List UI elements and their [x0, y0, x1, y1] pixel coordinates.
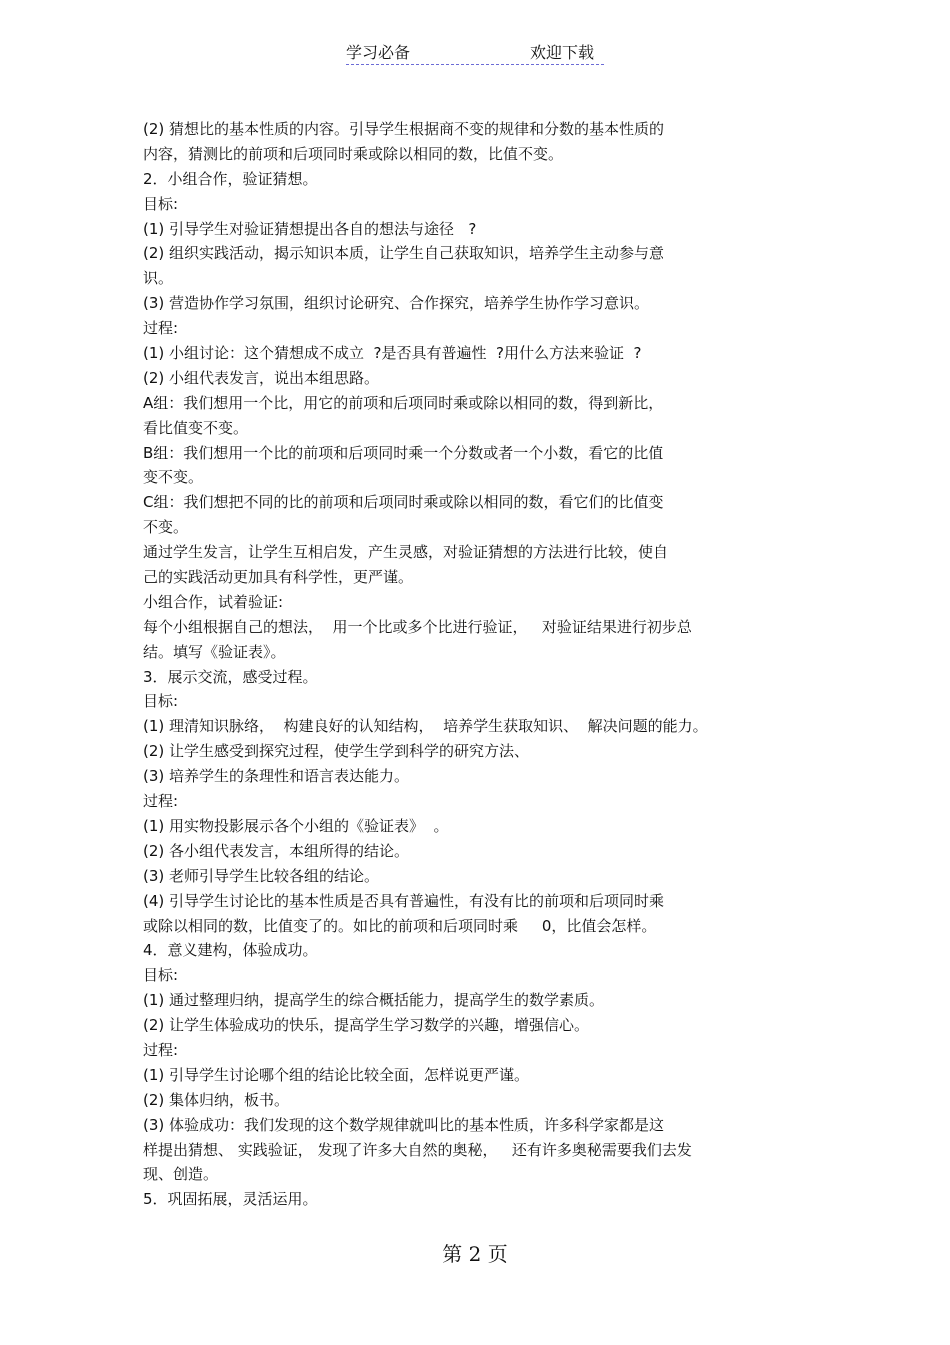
subsection-label: 过程:: [143, 1040, 179, 1059]
text-line: 样提出猜想、 实践验证， 发现了许多大自然的奥秘， 还有许多奥秘需要我们去发: [143, 1140, 692, 1159]
text-line: 内容，猜测比的前项和后项同时乘或除以相同的数，比值不变。: [143, 144, 564, 163]
section-heading: 5．巩固拓展，灵活运用。: [143, 1190, 318, 1209]
text-line: 己的实践活动更加具有科学性，更严谨。: [143, 568, 414, 587]
subsection-label: 过程:: [143, 792, 179, 811]
page-number: 第 2 页: [442, 1242, 508, 1266]
text-line: (3) 培养学生的条理性和语言表达能力。: [143, 767, 410, 786]
text-line: (1) 小组讨论：这个猜想成不成立 ?是否具有普遍性 ?用什么方法来验证 ?: [143, 344, 642, 363]
section-heading: 2．小组合作，验证猜想。: [143, 169, 318, 188]
text-line: 或除以相同的数，比值变了的。如比的前项和后项同时乘 0，比值会怎样。: [143, 916, 657, 935]
text-line: (1) 通过整理归纳，提高学生的综合概括能力，提高学生的数学素质。: [143, 991, 605, 1010]
text-line: (1) 用实物投影展示各个小组的《验证表》 。: [143, 816, 449, 835]
text-line: 每个小组根据自己的想法， 用一个比或多个比进行验证， 对验证结果进行初步总: [143, 617, 692, 636]
subsection-label: 过程:: [143, 319, 179, 338]
document-body: [143, 117, 823, 1212]
text-line: (2) 让学生体验成功的快乐，提高学生学习数学的兴趣，增强信心。: [143, 1016, 590, 1035]
text-line: (1) 引导学生对验证猜想提出各自的想法与途径 ?: [143, 219, 477, 238]
text-line: 现、创造。: [143, 1165, 219, 1184]
page-header: [346, 42, 604, 65]
subsection-label: 目标:: [143, 966, 179, 985]
text-line: (2) 组织实践活动，揭示知识本质，让学生自己获取知识，培养学生主动参与意: [143, 244, 665, 263]
text-line: (1) 引导学生讨论哪个组的结论比较全面，怎样说更严谨。: [143, 1065, 530, 1084]
text-line: (1) 理清知识脉络， 构建良好的认知结构， 培养学生获取知识、 解决问题的能力。: [143, 717, 708, 736]
text-line: B组：我们想用一个比的前项和后项同时乘一个分数或者一个小数，看它的比值: [143, 443, 664, 462]
text-line: (2) 各小组代表发言，本组所得的结论。: [143, 841, 410, 860]
text-line: A组：我们想用一个比，用它的前项和后项同时乘或除以相同的数，得到新比，: [143, 393, 664, 412]
section-heading: 3．展示交流，感受过程。: [143, 667, 318, 686]
text-line: 小组合作，试着验证:: [143, 592, 284, 611]
text-line: (2) 让学生感受到探究过程，使学生学到科学的研究方法、: [143, 742, 530, 761]
text-line: (3) 老师引导学生比较各组的结论。: [143, 866, 380, 885]
subsection-label: 目标:: [143, 692, 179, 711]
text-line: 看比值变不变。: [143, 418, 249, 437]
text-line: (2) 集体归纳，板书。: [143, 1090, 290, 1109]
text-line: 结。填写《验证表》。: [143, 642, 286, 661]
text-line: 变不变。: [143, 468, 204, 487]
text-line: C组：我们想把不同的比的前项和后项同时乘或除以相同的数，看它们的比值变: [143, 493, 664, 512]
text-line: (2) 小组代表发言，说出本组思路。: [143, 368, 380, 387]
text-line: (4) 引导学生讨论比的基本性质是否具有普遍性，有没有比的前项和后项同时乘: [143, 891, 665, 910]
section-heading: 4．意义建构，体验成功。: [143, 941, 318, 960]
text-line: (2) 猜想比的基本性质的内容。引导学生根据商不变的规律和分数的基本性质的: [143, 120, 665, 138]
text-line: 通过学生发言，让学生互相启发，产生灵感，对验证猜想的方法进行比较，使自: [143, 543, 669, 562]
header-left-text: 学习必备: [346, 43, 411, 62]
text-line: 不变。: [143, 518, 189, 537]
text-line: (3) 体验成功：我们发现的这个数学规律就叫比的基本性质，许多科学家都是这: [143, 1115, 665, 1134]
header-right-text: 欢迎下载: [530, 43, 595, 62]
text-line: (3) 营造协作学习氛围，组织讨论研究、合作探究，培养学生协作学习意识。: [143, 294, 650, 313]
subsection-label: 目标:: [143, 194, 179, 213]
text-line: 识。: [143, 269, 174, 288]
